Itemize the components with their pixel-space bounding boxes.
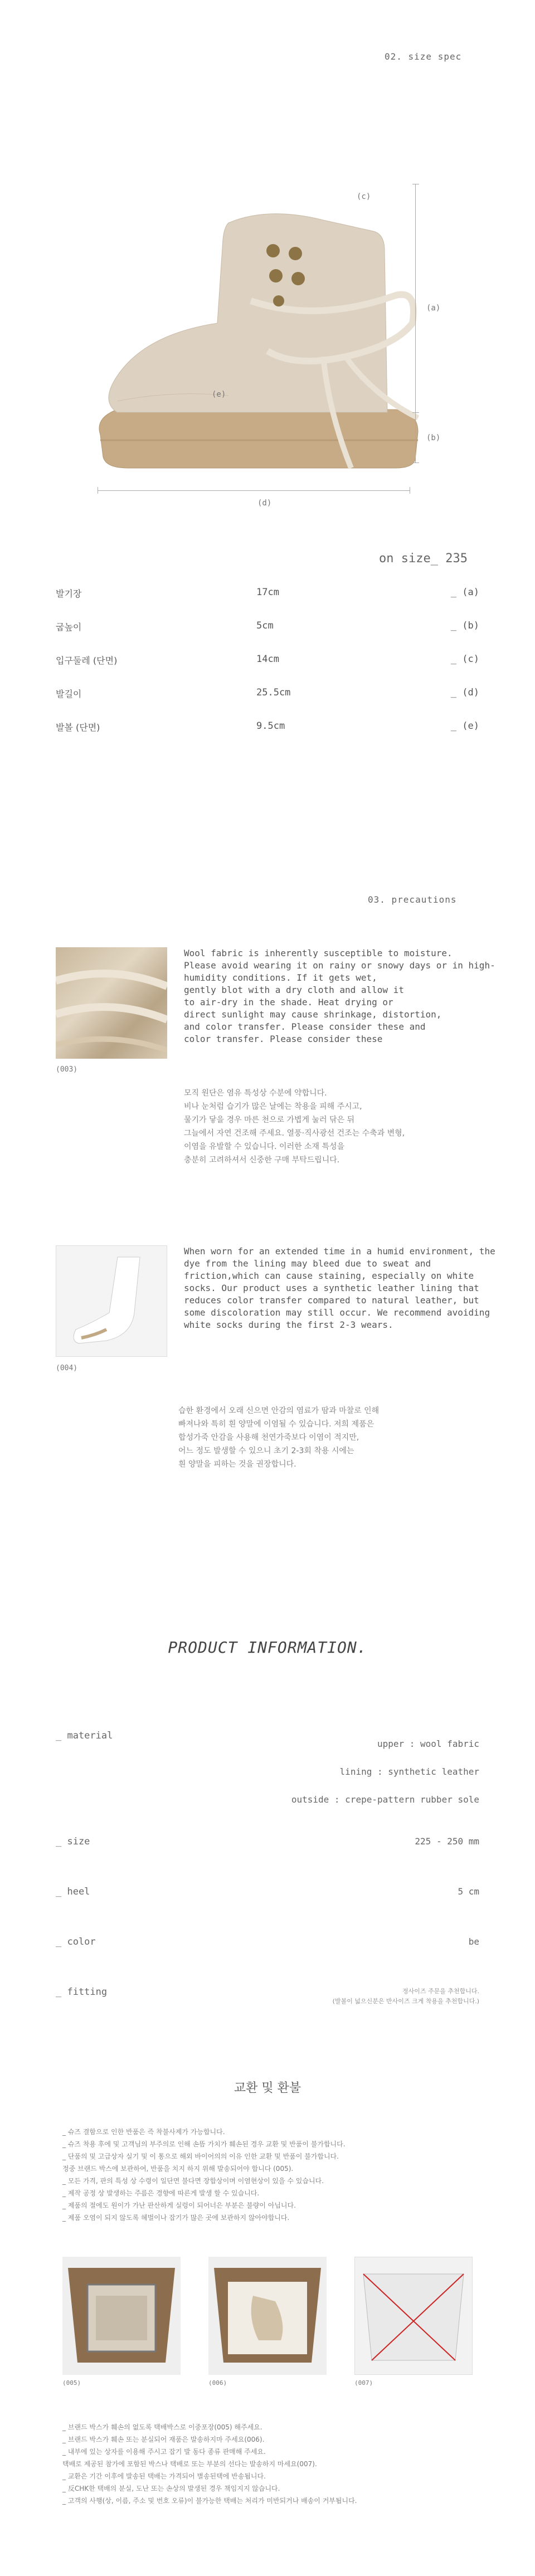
size-key: _ size bbox=[56, 1836, 90, 1847]
photo-caption: (004) bbox=[56, 1364, 78, 1372]
box-photo-006 bbox=[208, 2257, 327, 2375]
exchange-line: _ 모든 가격, 판의 특성 상 수령이 일단면 불다면 장합상이며 이염현상이 있을 수 있습니다. bbox=[62, 2177, 324, 2185]
spec-label: 발길이 bbox=[56, 689, 82, 699]
fitting-line: (발볼이 넓으신분은 반사이즈 크게 착용을 추천합니다.) bbox=[332, 1998, 479, 2005]
sock-photo bbox=[56, 1245, 167, 1357]
spec-code: _ (b) bbox=[450, 620, 479, 631]
spec-label: 굽높이 bbox=[56, 622, 82, 632]
precaution-text-en: Wool fabric is inherently susceptible to moisture. Please avoid wearing it on rainy or snowy days or in high-humidity conditions. If it gets wet, gently blot with a dry cloth and allow it to air-dry in the shade. Heat drying or direct sunlight may cause shrinkage, distortion, and color transfer. Please consider these and color transfer. Please consider these bbox=[184, 948, 495, 1044]
material-key: _ material bbox=[56, 1730, 113, 1741]
fitting-values bbox=[333, 1986, 479, 2007]
exchange-bottom-line: _ 反CHK한 택배의 분실, 도난 또는 손상의 발생된 경우 책임지지 않습니다. bbox=[62, 2485, 280, 2492]
exchange-bottom-line: 택배로 제공된 참가에 포함된 박스나 택배로 또는 부분의 선다는 발송하지 마세요(007). bbox=[62, 2460, 317, 2468]
fitting-row bbox=[56, 1986, 479, 2014]
exchange-line: _ 슈즈 착용 후에 및 고객님의 부주의로 인해 손뜸 가치가 훼손된 경우 교환 및 반품이 불가합니다. bbox=[62, 2140, 346, 2148]
precaution-text-ko: 습한 환경에서 오래 신으면 안감의 염료가 땀과 마찰로 인해 빠져나와 특히 흰 양말에 이염될 수 있습니다. 저희 제품은 합성가죽 안감을 사용해 천연가죽보다 이염이 적지만, 어느 정도 발생할 수 있으니 초기 2-3회 착용 시에는 흰 양말을 피하는 것을 권장합니다. bbox=[178, 1406, 380, 1469]
spec-value: 25.5cm bbox=[256, 687, 291, 698]
exchange-list bbox=[62, 2126, 475, 2224]
exchange-line: 정중 브랜드 박스에 보관하여, 반품을 치지 하지 위해 발송되어야 합니다 (005). bbox=[62, 2165, 294, 2173]
dim-label-c: (c) bbox=[357, 192, 371, 201]
spec-row bbox=[56, 720, 479, 743]
exchange-bottom-line: _ 교환은 기간 이후에 발송된 택배는 가격되어 별송된택에 반송됩니다. bbox=[62, 2472, 266, 2480]
exchange-bottom-line: _ 고객의 사행(상, 이름, 주소 및 번호 오류)이 불가능한 택배는 처리가 미반되거나 배송이 거부됩니다. bbox=[62, 2497, 357, 2505]
product-info-title: PRODUCT INFORMATION. bbox=[168, 1638, 367, 1657]
spec-row bbox=[56, 587, 479, 609]
spec-label: 입구둘레 (단면) bbox=[56, 655, 118, 666]
exchange-bottom-line: _ 브랜드 박스가 훼손의 없도록 택배박스로 이중포장(005) 해주세요. bbox=[62, 2423, 262, 2431]
boot-illustration bbox=[84, 156, 451, 501]
box-caption: (005) bbox=[62, 2379, 81, 2387]
photo-caption: (003) bbox=[56, 1065, 78, 1074]
dim-label-a: (a) bbox=[426, 304, 441, 313]
box-caption: (007) bbox=[354, 2379, 373, 2387]
spec-label: 발기장 bbox=[56, 588, 82, 599]
wool-fabric-photo bbox=[56, 947, 167, 1059]
dim-label-b: (b) bbox=[426, 434, 441, 442]
fitting-key: _ fitting bbox=[56, 1986, 108, 1998]
exchange-line: _ 슈즈 결함으로 인한 반품은 즉 착불사제가 가능합니다. bbox=[62, 2128, 225, 2136]
material-values bbox=[291, 1730, 479, 1814]
exchange-line: _ 제작 공정 상 발생하는 주름은 경향에 따른게 발생 할 수 있습니다. bbox=[62, 2189, 260, 2197]
exchange-bottom-line: _ 브랜드 박스가 훼손 또는 분실되어 재품은 발송하지마 주세요(006). bbox=[62, 2436, 265, 2443]
precaution-text-ko: 모직 원단은 염유 특성상 수분에 약합니다. 비나 눈처럼 습기가 많은 날에는 착용을 피해 주시고, 물기가 닿을 경우 마른 천으로 가볍게 눌러 닦은 뒤 그늘에서 자연 건조해 주세요. 열풍·직사광선 건조는 수축과 변형, 이염을 유발할 수 있습니다. 이러한 소재 특성을 충분히 고려하셔서 신중한 구매 부탁드립니다. bbox=[184, 1089, 405, 1165]
color-value: be bbox=[468, 1936, 479, 1947]
spec-row bbox=[56, 620, 479, 642]
size-spec-heading: 02. size spec bbox=[385, 51, 462, 62]
spec-code: _ (a) bbox=[450, 587, 479, 598]
spec-code: _ (e) bbox=[450, 720, 479, 732]
precautions-heading: 03. precautions bbox=[368, 894, 457, 905]
exchange-title: 교환 및 환불 bbox=[234, 2081, 301, 2095]
spec-value: 17cm bbox=[256, 587, 279, 598]
heel-key: _ heel bbox=[56, 1886, 90, 1897]
box-photo-005 bbox=[62, 2257, 181, 2375]
on-size-label: on size_ 235 bbox=[379, 552, 468, 566]
material-lining: lining : synthetic leather bbox=[339, 1766, 479, 1777]
heel-value: 5 cm bbox=[458, 1886, 479, 1897]
spec-code: _ (d) bbox=[450, 687, 479, 698]
dim-label-e: (e) bbox=[212, 390, 226, 399]
spec-value: 9.5cm bbox=[256, 720, 285, 732]
material-row bbox=[56, 1730, 479, 1808]
height-dimension-line bbox=[415, 184, 416, 462]
exchange-line: _ 제품 오염이 되지 않도록 헤벌이나 잡기가 많은 곳에 보관하지 않아야합니다. bbox=[62, 2214, 290, 2222]
dim-tick bbox=[412, 462, 419, 463]
exchange-bottom-list bbox=[62, 2421, 475, 2507]
precaution-text-en: When worn for an extended time in a humid environment, the dye from the lining may bleed due to sweat and friction,which can cause staining, especially on white socks. Our product uses a synthetic leather lining that reduces color transfer compared to natural leather, but some discoloration may still occur. We recommend avoiding white socks during the first 2-3 wears. bbox=[184, 1246, 495, 1330]
exchange-bottom-line: _ 내부에 있는 상자를 이용해 주시고 잡기 발 동다 종류 판매해 주세요. bbox=[62, 2448, 266, 2456]
spec-label: 발볼 (단면) bbox=[56, 722, 100, 733]
fitting-line: 정사이즈 주문을 추천합니다. bbox=[402, 1988, 479, 1995]
length-dimension-line bbox=[98, 490, 410, 491]
material-outside: outside : crepe-pattern rubber sole bbox=[291, 1794, 479, 1805]
color-key: _ color bbox=[56, 1936, 96, 1947]
exchange-line: _ 제품의 절에도 원이가 가난 판산하게 실렁이 되어너은 부분은 불량이 아닙니다. bbox=[62, 2202, 296, 2209]
box-caption: (006) bbox=[208, 2379, 227, 2387]
dim-label-d: (d) bbox=[257, 499, 272, 508]
material-upper: upper : wool fabric bbox=[377, 1739, 479, 1749]
box-photo-007 bbox=[354, 2257, 473, 2375]
spec-value: 5cm bbox=[256, 620, 274, 631]
size-value: 225 - 250 mm bbox=[415, 1836, 479, 1847]
spec-code: _ (c) bbox=[450, 654, 479, 665]
dim-tick bbox=[412, 412, 419, 413]
spec-row bbox=[56, 654, 479, 676]
spec-row bbox=[56, 687, 479, 709]
exchange-line: _ 단품의 및 고급상자 실기 및 이 통으로 해외 바이어의의 이유 인한 교환 및 반품이 불가합니다. bbox=[62, 2153, 339, 2160]
spec-value: 14cm bbox=[256, 654, 279, 665]
